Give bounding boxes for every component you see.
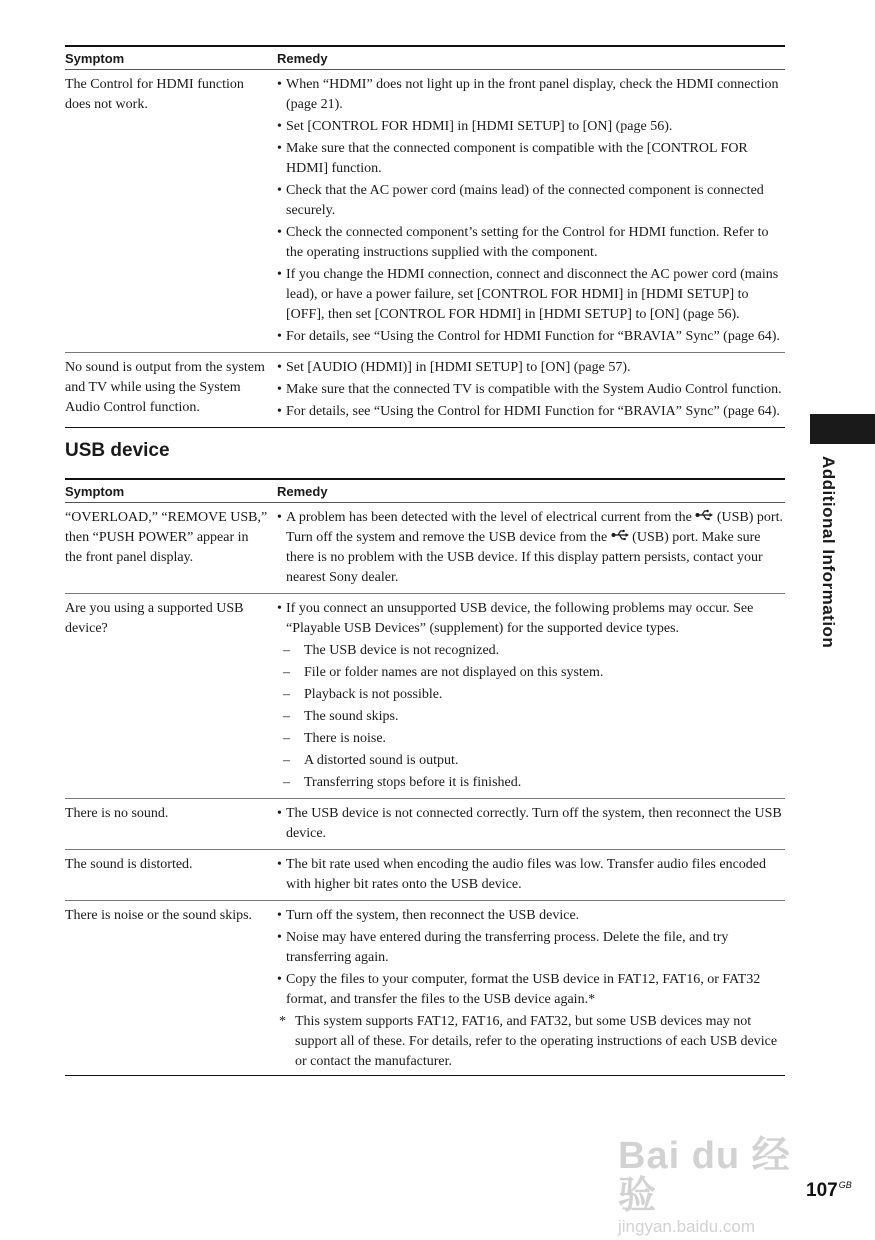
remedy-text: (USB) port. Make sure there is no problem with the USB device. If this display pattern persists, contact your nearest Sony dealer.: [286, 530, 763, 585]
symptom-cell: The sound is distorted.: [65, 850, 277, 901]
problem-item: – There is noise.: [277, 729, 785, 749]
remedy-item: • Turn off the system, then reconnect the USB device.: [277, 906, 785, 926]
remedy-item: • Copy the files to your computer, format the USB device in FAT12, FAT16, or FAT32 format, and transfer the files to the USB device again.*: [277, 970, 785, 1010]
watermark-logo-text: Bai du 经验: [618, 1135, 791, 1217]
remedy-item: • The USB device is not connected correctly. Turn off the system, then reconnect the USB device.: [277, 804, 785, 844]
table-row: [65, 70, 785, 353]
symptom-cell: No sound is output from the system and TV while using the System Audio Control function.: [65, 353, 277, 428]
problem-item: – Playback is not possible.: [277, 685, 785, 705]
remedy-item: • Make sure that the connected TV is compatible with the System Audio Control function.: [277, 380, 785, 400]
side-section-label: Additional Information: [819, 456, 838, 649]
problem-item: – File or folder names are not displayed on this system.: [277, 663, 785, 683]
table-row: [65, 353, 785, 428]
usb-icon: [611, 529, 629, 541]
footnote: [277, 1012, 785, 1072]
remedy-cell: [277, 799, 785, 850]
remedy-header: Remedy: [277, 479, 785, 503]
remedy-item: • Make sure that the connected component is compatible with the [CONTROL FOR HDMI] function.: [277, 139, 785, 179]
watermark-url: jingyan.baidu.com: [618, 1217, 756, 1236]
page-number: [806, 1180, 852, 1202]
remedy-item: • Noise may have entered during the transferring process. Delete the file, and try transferring again.: [277, 928, 785, 968]
table-row: [65, 594, 785, 799]
table-row: [65, 901, 785, 1076]
remedy-item: [277, 508, 785, 588]
table-header-row: [65, 46, 785, 70]
table-row: [65, 850, 785, 901]
hdmi-troubleshooting-table: [65, 45, 785, 428]
side-index-tab: [810, 414, 875, 444]
remedy-cell: [277, 503, 785, 594]
remedy-item: • For details, see “Using the Control for HDMI Function for “BRAVIA” Sync” (page 64).: [277, 327, 785, 347]
page-suffix: GB: [838, 1180, 852, 1190]
footnote-mark: *: [279, 1014, 286, 1029]
usb-icon: [695, 509, 713, 521]
remedy-header: Remedy: [277, 46, 785, 70]
usb-troubleshooting-table: [65, 478, 785, 1076]
problem-item: – Transferring stops before it is finished.: [277, 773, 785, 793]
remedy-item: • Check the connected component’s setting for the Control for HDMI function. Refer to the operating instructions supplied with the component.: [277, 223, 785, 263]
footnote-text: This system supports FAT12, FAT16, and FAT32, but some USB devices may not support all of these. For details, refer to the operating instructions of each USB device or contact the manufacturer.: [295, 1014, 778, 1069]
watermark: [618, 1135, 818, 1236]
remedy-item: • Check that the AC power cord (mains lead) of the connected component is connected securely.: [277, 181, 785, 221]
table-row: [65, 503, 785, 594]
page-number-value: 107: [806, 1180, 838, 1201]
remedy-item: • The bit rate used when encoding the audio files was low. Transfer audio files encoded with higher bit rates onto the USB device.: [277, 855, 785, 895]
symptom-cell: There is noise or the sound skips.: [65, 901, 277, 1076]
remedy-cell: [277, 353, 785, 428]
remedy-cell: [277, 70, 785, 353]
symptom-header: Symptom: [65, 479, 277, 503]
remedy-item: • Set [CONTROL FOR HDMI] in [HDMI SETUP] to [ON] (page 56).: [277, 117, 785, 137]
remedy-item: • Set [AUDIO (HDMI)] in [HDMI SETUP] to [ON] (page 57).: [277, 358, 785, 378]
symptom-cell: “OVERLOAD,” “REMOVE USB,” then “PUSH POWER” appear in the front panel display.: [65, 503, 277, 594]
remedy-item: • If you connect an unsupported USB device, the following problems may occur. See “Playable USB Devices” (supplement) for the supported device types.: [277, 599, 785, 639]
page-content: [65, 45, 785, 1076]
symptom-header: Symptom: [65, 46, 277, 70]
problem-item: – A distorted sound is output.: [277, 751, 785, 771]
remedy-item: • When “HDMI” does not light up in the front panel display, check the HDMI connection (page 21).: [277, 75, 785, 115]
remedy-text: (USB) port. Turn off the system and remove the USB device from the: [286, 510, 783, 545]
remedy-cell: [277, 901, 785, 1076]
problem-item: – The sound skips.: [277, 707, 785, 727]
section-title: USB device: [65, 440, 170, 461]
remedy-cell: [277, 850, 785, 901]
problem-item: – The USB device is not recognized.: [277, 641, 785, 661]
remedy-cell: [277, 594, 785, 799]
symptom-cell: There is no sound.: [65, 799, 277, 850]
symptom-cell: Are you using a supported USB device?: [65, 594, 277, 799]
table-header-row: [65, 479, 785, 503]
remedy-item: • For details, see “Using the Control for HDMI Function for “BRAVIA” Sync” (page 64).: [277, 402, 785, 422]
remedy-item: • If you change the HDMI connection, connect and disconnect the AC power cord (mains lead), or have a power failure, set [CONTROL FOR HDMI] in [HDMI SETUP] to [OFF], then set [CONTROL FOR HDMI] in [HDMI SETUP] to [ON] (page 56).: [277, 265, 785, 325]
table-row: [65, 799, 785, 850]
symptom-cell: The Control for HDMI function does not work.: [65, 70, 277, 353]
remedy-text: A problem has been detected with the level of electrical current from the: [286, 510, 692, 525]
